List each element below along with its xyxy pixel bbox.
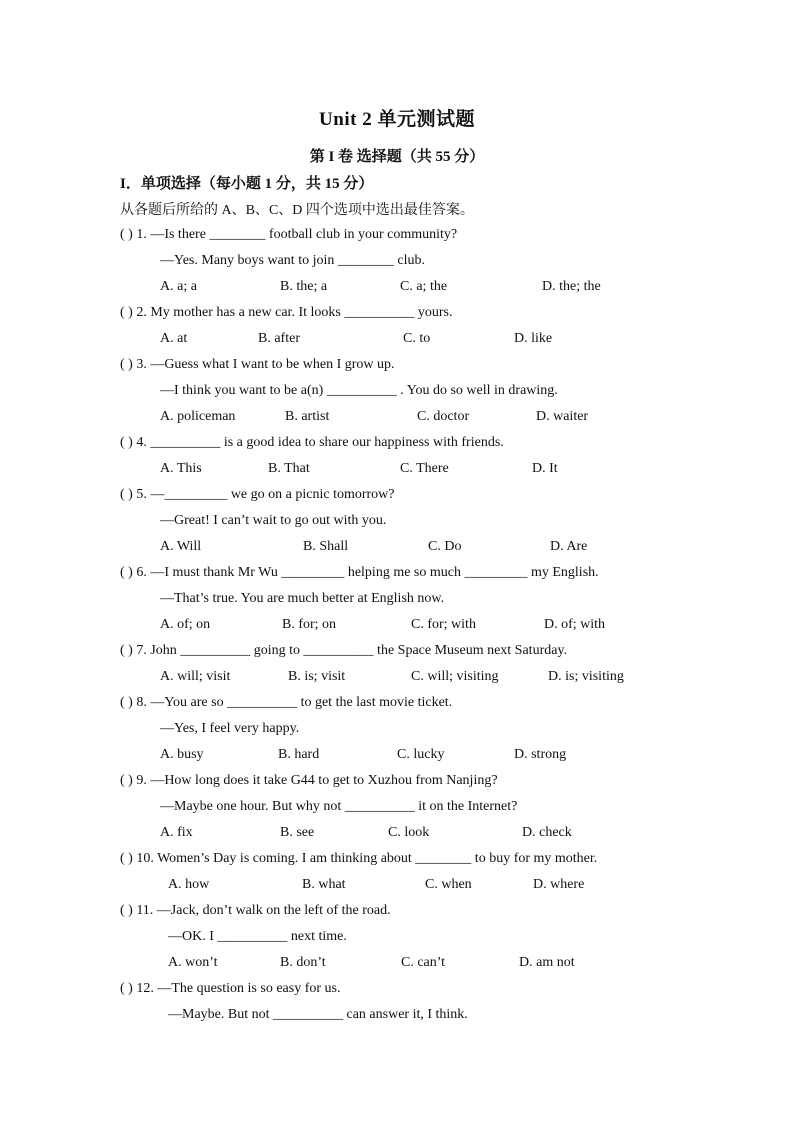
question-7-option-a: A. will; visit bbox=[160, 669, 231, 684]
question-5-option-d: D. Are bbox=[550, 539, 588, 554]
question-6-reply: —That’s true. You are much better at English now. bbox=[160, 591, 445, 606]
question-8-option-b: B. hard bbox=[278, 747, 320, 762]
question-4-stem: ( ) 4. __________ is a good idea to share our happiness with friends. bbox=[120, 435, 504, 450]
question-10-option-a: A. how bbox=[168, 877, 210, 892]
question-9-option-c: C. look bbox=[388, 825, 430, 840]
question-2-option-b: B. after bbox=[258, 331, 300, 346]
question-7-option-c: C. will; visiting bbox=[411, 669, 499, 684]
section-title: I．单项选择（每小题 1 分，共 15 分） bbox=[120, 176, 374, 192]
question-9-reply: —Maybe one hour. But why not __________ it on the Internet? bbox=[160, 799, 518, 814]
question-3-reply: —I think you want to be a(n) __________ . You do so well in drawing. bbox=[160, 383, 558, 398]
question-10-stem: ( ) 10. Women’s Day is coming. I am thinking about ________ to buy for my mother. bbox=[120, 851, 598, 866]
question-7-option-d: D. is; visiting bbox=[548, 669, 624, 684]
question-2-option-d: D. like bbox=[514, 331, 553, 346]
question-4-option-b: B. That bbox=[268, 461, 310, 476]
question-2-option-a: A. at bbox=[160, 331, 188, 346]
question-9-option-a: A. fix bbox=[160, 825, 193, 840]
question-5-stem: ( ) 5. —_________ we go on a picnic tomorrow? bbox=[120, 487, 395, 502]
question-1-option-c: C. a; the bbox=[400, 279, 448, 294]
question-11-option-c: C. can’t bbox=[401, 955, 446, 970]
question-6-stem: ( ) 6. —I must thank Mr Wu _________ helping me so much _________ my English. bbox=[120, 565, 599, 580]
question-5-option-b: B. Shall bbox=[303, 539, 349, 554]
question-4-option-d: D. It bbox=[532, 461, 558, 476]
question-8-option-d: D. strong bbox=[514, 747, 567, 762]
question-3-option-d: D. waiter bbox=[536, 409, 589, 424]
question-6-option-a: A. of; on bbox=[160, 617, 211, 632]
page-title: Unit 2 单元测试题 bbox=[319, 109, 475, 130]
question-8-reply: —Yes, I feel very happy. bbox=[160, 721, 300, 736]
section-instruction: 从各题后所给的 A、B、C、D 四个选项中选出最佳答案。 bbox=[120, 203, 474, 218]
question-1-option-a: A. a; a bbox=[160, 279, 197, 294]
question-5-reply: —Great! I can’t wait to go out with you. bbox=[160, 513, 387, 528]
question-6-option-c: C. for; with bbox=[411, 617, 476, 632]
question-5-option-c: C. Do bbox=[428, 539, 462, 554]
question-1-stem: ( ) 1. —Is there ________ football club in your community? bbox=[120, 227, 458, 242]
page-subtitle: 第 I 卷 选择题（共 55 分） bbox=[309, 149, 485, 165]
question-4-option-c: C. There bbox=[400, 461, 449, 476]
question-12-stem: ( ) 12. —The question is so easy for us. bbox=[120, 981, 341, 996]
question-10-option-b: B. what bbox=[302, 877, 346, 892]
question-8-option-a: A. busy bbox=[160, 747, 204, 762]
question-3-stem: ( ) 3. —Guess what I want to be when I grow up. bbox=[120, 357, 395, 372]
question-2-option-c: C. to bbox=[403, 331, 431, 346]
question-11-option-b: B. don’t bbox=[280, 955, 326, 970]
question-5-option-a: A. Will bbox=[160, 539, 202, 554]
question-12-reply: —Maybe. But not __________ can answer it, I think. bbox=[168, 1007, 468, 1022]
question-11-stem: ( ) 11. —Jack, don’t walk on the left of the road. bbox=[120, 903, 391, 918]
question-11-option-a: A. won’t bbox=[168, 955, 218, 970]
question-1-reply: —Yes. Many boys want to join ________ club. bbox=[160, 253, 425, 268]
question-3-option-c: C. doctor bbox=[417, 409, 470, 424]
question-6-option-d: D. of; with bbox=[544, 617, 606, 632]
question-11-option-d: D. am not bbox=[519, 955, 575, 970]
question-10-option-d: D. where bbox=[533, 877, 585, 892]
question-3-option-b: B. artist bbox=[285, 409, 330, 424]
question-1-option-d: D. the; the bbox=[542, 279, 601, 294]
question-3-option-a: A. policeman bbox=[160, 409, 236, 424]
question-6-option-b: B. for; on bbox=[282, 617, 337, 632]
question-9-option-b: B. see bbox=[280, 825, 315, 840]
question-7-option-b: B. is; visit bbox=[288, 669, 346, 684]
question-8-stem: ( ) 8. —You are so __________ to get the last movie ticket. bbox=[120, 695, 453, 710]
question-9-option-d: D. check bbox=[522, 825, 572, 840]
question-2-stem: ( ) 2. My mother has a new car. It looks __________ yours. bbox=[120, 305, 453, 320]
question-8-option-c: C. lucky bbox=[397, 747, 445, 762]
question-1-option-b: B. the; a bbox=[280, 279, 328, 294]
question-7-stem: ( ) 7. John __________ going to __________ the Space Museum next Saturday. bbox=[120, 643, 568, 658]
question-9-stem: ( ) 9. —How long does it take G44 to get to Xuzhou from Nanjing? bbox=[120, 773, 498, 788]
question-11-reply: —OK. I __________ next time. bbox=[168, 929, 347, 944]
question-4-option-a: A. This bbox=[160, 461, 202, 476]
question-10-option-c: C. when bbox=[425, 877, 472, 892]
